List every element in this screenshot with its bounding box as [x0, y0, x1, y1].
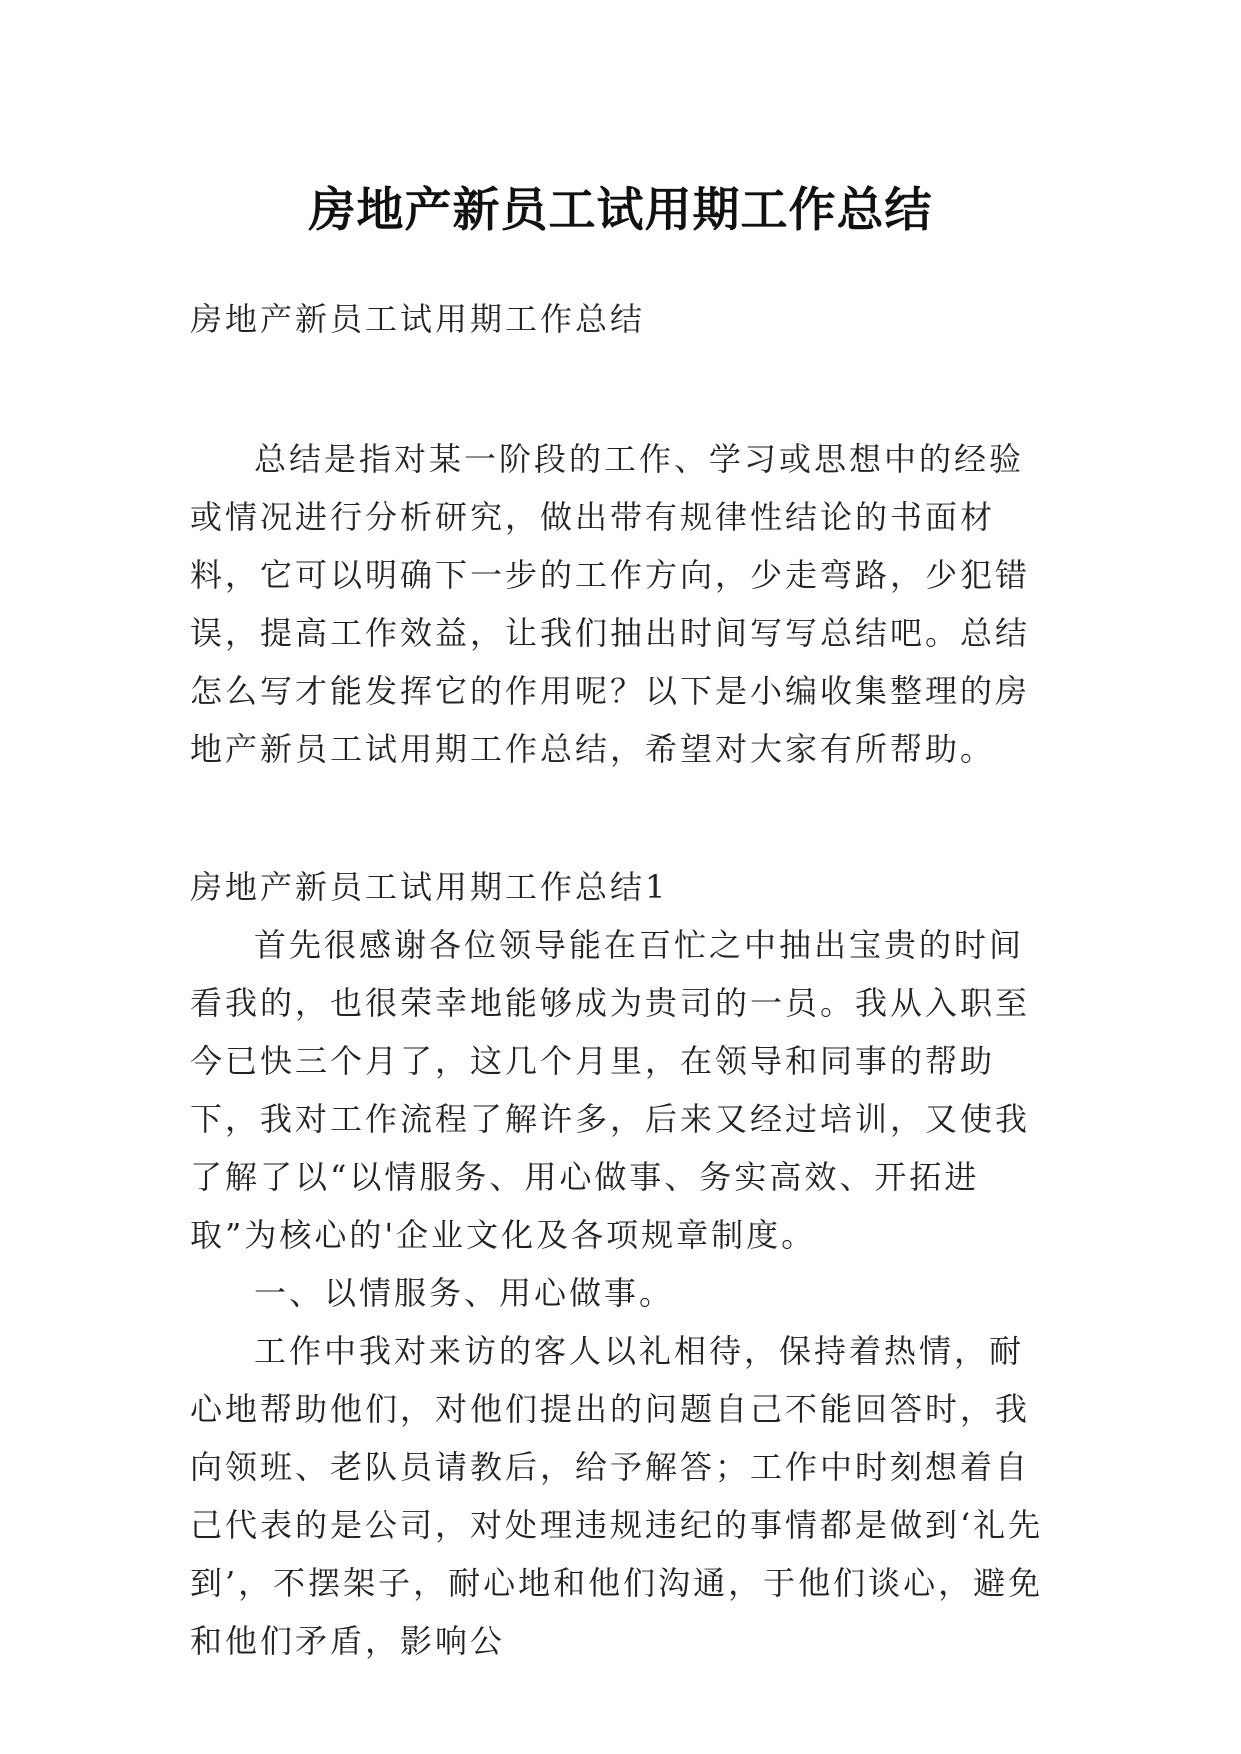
body-paragraph-2: 工作中我对来访的客人以礼相待，保持着热情，耐心地帮助他们，对他们提出的问题自己不能回答时，我向领班、老队员请教后，给予解答；工作中时刻想着自己代表的是公司，对处理违规违纪的事情都是做到‘礼先到’，不摆架子，耐心地和他们沟通，于他们谈心，避免和他们矛盾，影响公 [190, 1332, 1044, 1660]
document-subtitle: 房地产新员工试用期工作总结 [190, 300, 646, 338]
body-paragraph-1: 首先很感谢各位领导能在百忙之中抽出宝贵的时间看我的，也很荣幸地能够成为贵司的一员。我从入职至今已快三个月了，这几个月里，在领导和同事的帮助下，我对工作流程了解许多，后来又经过培训，又使我了解了以“以情服务、用心做事、务实高效、开拓进取”为核心的'企业文化及各项规章制度。 [190, 926, 1031, 1254]
document-body [190, 290, 1050, 1670]
intro-paragraph: 总结是指对某一阶段的工作、学习或思想中的经验或情况进行分析研究，做出带有规律性结论的书面材料，它可以明确下一步的工作方向，少走弯路，少犯错误，提高工作效益，让我们抽出时间写写总结吧。总结怎么写才能发挥它的作用呢？以下是小编收集整理的房地产新员工试用期工作总结，希望对大家有所帮助。 [190, 440, 1031, 768]
document-title: 房地产新员工试用期工作总结 [308, 183, 933, 239]
section-heading: 房地产新员工试用期工作总结1 [190, 868, 669, 906]
point-heading-1: 一、以情服务、用心做事。 [254, 1274, 675, 1312]
